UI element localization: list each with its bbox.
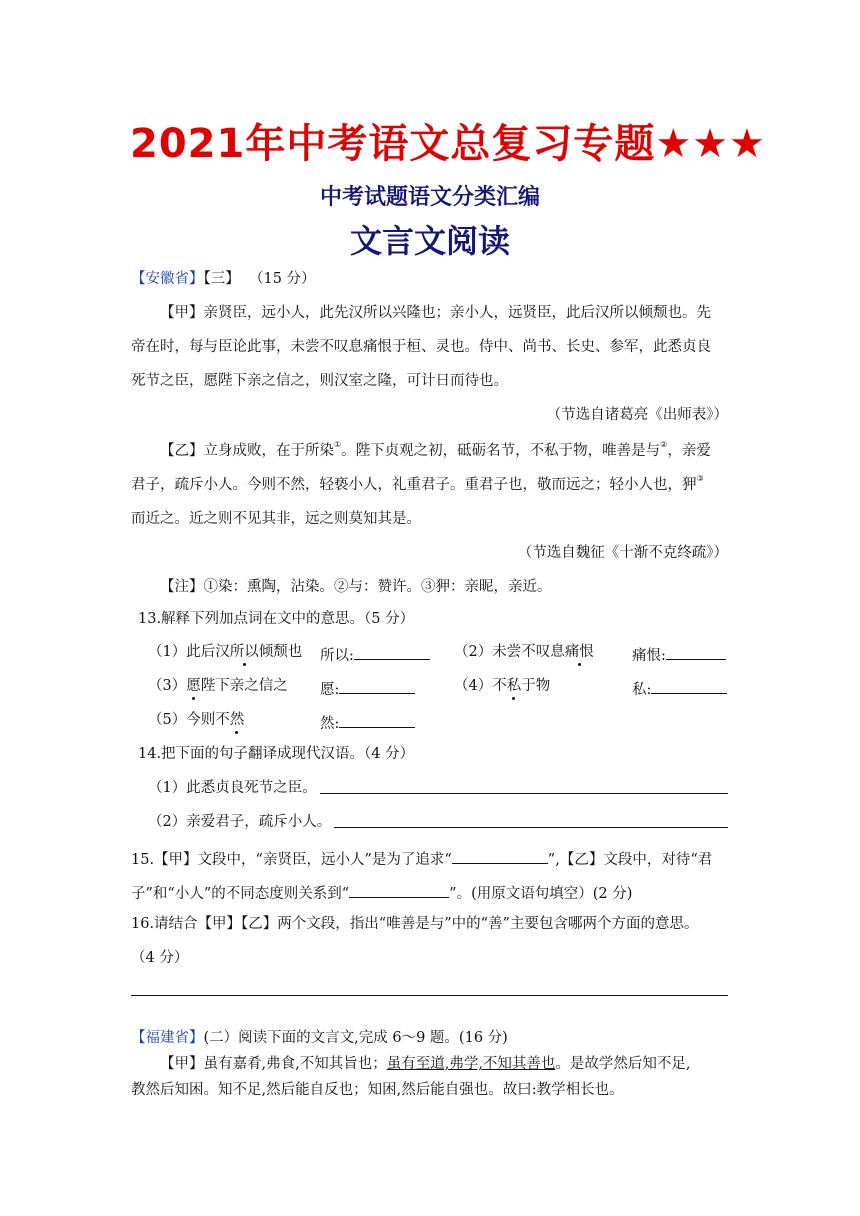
fujian-jia-line-1 [160,1057,691,1072]
question-15-line-2 [131,883,632,902]
fujian-jia-line-2: 教然后知困。知不足,然后能自反也；知困,然后能自强也。故曰:教学相长也。 [131,1082,624,1098]
q13-answer-1 [320,645,430,664]
q13-item-3 [148,679,288,694]
q13-item-2-text-a: （2）未尝不叹息 [454,644,565,660]
yi-text-2: 君子，疏斥小人。今则不然，轻亵小人，礼重君子。重君子也，敬而远之；轻小人也，狎 [131,477,697,493]
question-16-line-1: 16.请结合【甲】【乙】两个文段，指出“唯善是与”中的“善”主要包含哪两个方面的意思。 [131,916,699,932]
anhui-score: （15 分） [248,271,316,287]
note-mark-2: ② [660,440,668,449]
yi-text-1c: ，亲爱 [667,443,711,459]
jia-line-1 [160,306,711,321]
term-label: 私: [632,682,652,698]
fujian-heading [131,1031,508,1046]
q15-text-c: 子”和“小人”的不同态度则关系到“ [131,886,350,902]
jia-line-3: 死节之臣，愿陛下亲之信之，则汉室之隆，可计日而待也。 [131,373,508,389]
jia-source: （节选自诸葛亮《出师表》） [546,407,728,423]
yi-text-1b: 。陛下贞观之初，砥砺名节，不私于物，唯善是与 [341,443,661,459]
note-mark-1: ① [334,440,342,449]
sub-title: 中考试题语文分类汇编 [319,185,540,210]
dotted-word: 愿 [186,678,201,694]
yi-line-1 [160,440,711,459]
answer-blank[interactable] [339,679,415,694]
question-13: 13.解释下列加点词在文中的意思。（5 分） [138,611,415,627]
q13-answer-2 [632,645,726,664]
answer-blank[interactable] [354,645,430,660]
q15-text-b: ”,【乙】文段中，对待“君 [547,852,713,868]
question-16-line-2: （4 分） [131,950,189,966]
fujian-tag: 【福建省】 [131,1030,204,1046]
answer-blank[interactable] [651,679,727,694]
q16-answer-line[interactable] [131,995,728,996]
question-15-line-1 [131,849,712,868]
q13-item-4 [454,679,550,694]
yi-source: （节选自魏征《十渐不克终疏》） [517,545,728,561]
yi-line-2 [131,474,704,493]
yi-text-1a: 立身成败，在于所染 [203,443,334,459]
q13-answer-5 [320,713,415,732]
q13-item-5 [148,713,244,728]
dotted-word: 所以 [229,644,259,660]
yi-label: 【乙】 [160,443,204,459]
q14-answer-line-2[interactable] [334,827,728,828]
q13-item-5-text-a: （5）今则不 [148,712,230,728]
jia-line-2: 帝在时，每与臣论此事，未尝不叹息痛恨于桓、灵也。侍中、尚书、长史、参军，此悉贞良 [131,339,711,355]
q13-answer-3 [320,679,415,698]
notes: 【注】①染：熏陶，沾染。②与：赞许。③狎：亲昵，亲近。 [160,579,552,595]
note-mark-3: ③ [696,474,704,483]
question-14: 14.把下面的句子翻译成现代汉语。（4 分） [138,746,415,762]
main-title: 2021年中考语文总复习专题★★★ [130,121,766,167]
fujian-text-1a: 虽有嘉肴,弗食,不知其旨也； [203,1056,387,1072]
answer-blank[interactable] [349,883,449,898]
term-label: 然: [320,716,340,732]
term-label: 所以: [320,648,354,664]
q13-item-3-text-b: 陛下亲之信之 [200,678,288,694]
dotted-word: 私 [506,678,522,694]
anhui-heading [131,272,316,287]
q13-item-3-text-a: （3） [148,678,187,694]
q14-answer-line-1[interactable] [320,793,728,794]
q13-item-4-text-a: （4）不 [454,678,507,694]
answer-blank[interactable] [339,713,415,728]
q13-item-1-text-a: （1）此后汉 [148,644,230,660]
section-title: 文言文阅读 [349,222,510,260]
fujian-jia-label: 【甲】 [160,1056,204,1072]
underlined-sentence: 虽有至道,弗学,不知其善也 [386,1056,556,1072]
anhui-tag: 【安徽省】 [131,271,204,287]
q13-item-1-text-b: 倾颓也 [258,644,303,660]
answer-blank[interactable] [666,645,726,660]
fujian-intro: (二）阅读下面的文言文,完成 6～9 题。(16 分) [203,1030,508,1046]
q15-text-a: 15.【甲】文段中，“亲贤臣，远小人”是为了追求“ [131,852,452,868]
fujian-text-1b: 。是故学然后知不足, [555,1056,691,1072]
jia-text-1: 亲贤臣，远小人，此先汉所以兴隆也；亲小人，远贤臣，此后汉所以倾颓也。先 [203,305,711,321]
q14-item-1: （1）此悉贞良死节之臣。 [148,780,317,796]
dotted-word: 痛恨 [564,644,594,660]
q13-answer-4 [632,679,727,698]
anhui-part: 【三】 [203,271,240,287]
term-label: 愿: [320,682,340,698]
q13-item-1 [148,645,302,660]
q14-item-2: （2）亲爱君子，疏斥小人。 [148,814,332,830]
dotted-word: 然 [229,712,245,728]
q13-item-4-text-b: 于物 [521,678,551,694]
yi-line-3: 而近之。近之则不见其非，远之则莫知其是。 [131,511,421,527]
answer-blank[interactable] [452,849,548,864]
q15-text-d: ”。(用原文语句填空）(2 分) [449,886,633,902]
term-label: 痛恨: [632,648,666,664]
jia-label: 【甲】 [160,305,204,321]
q13-item-2 [454,645,594,660]
